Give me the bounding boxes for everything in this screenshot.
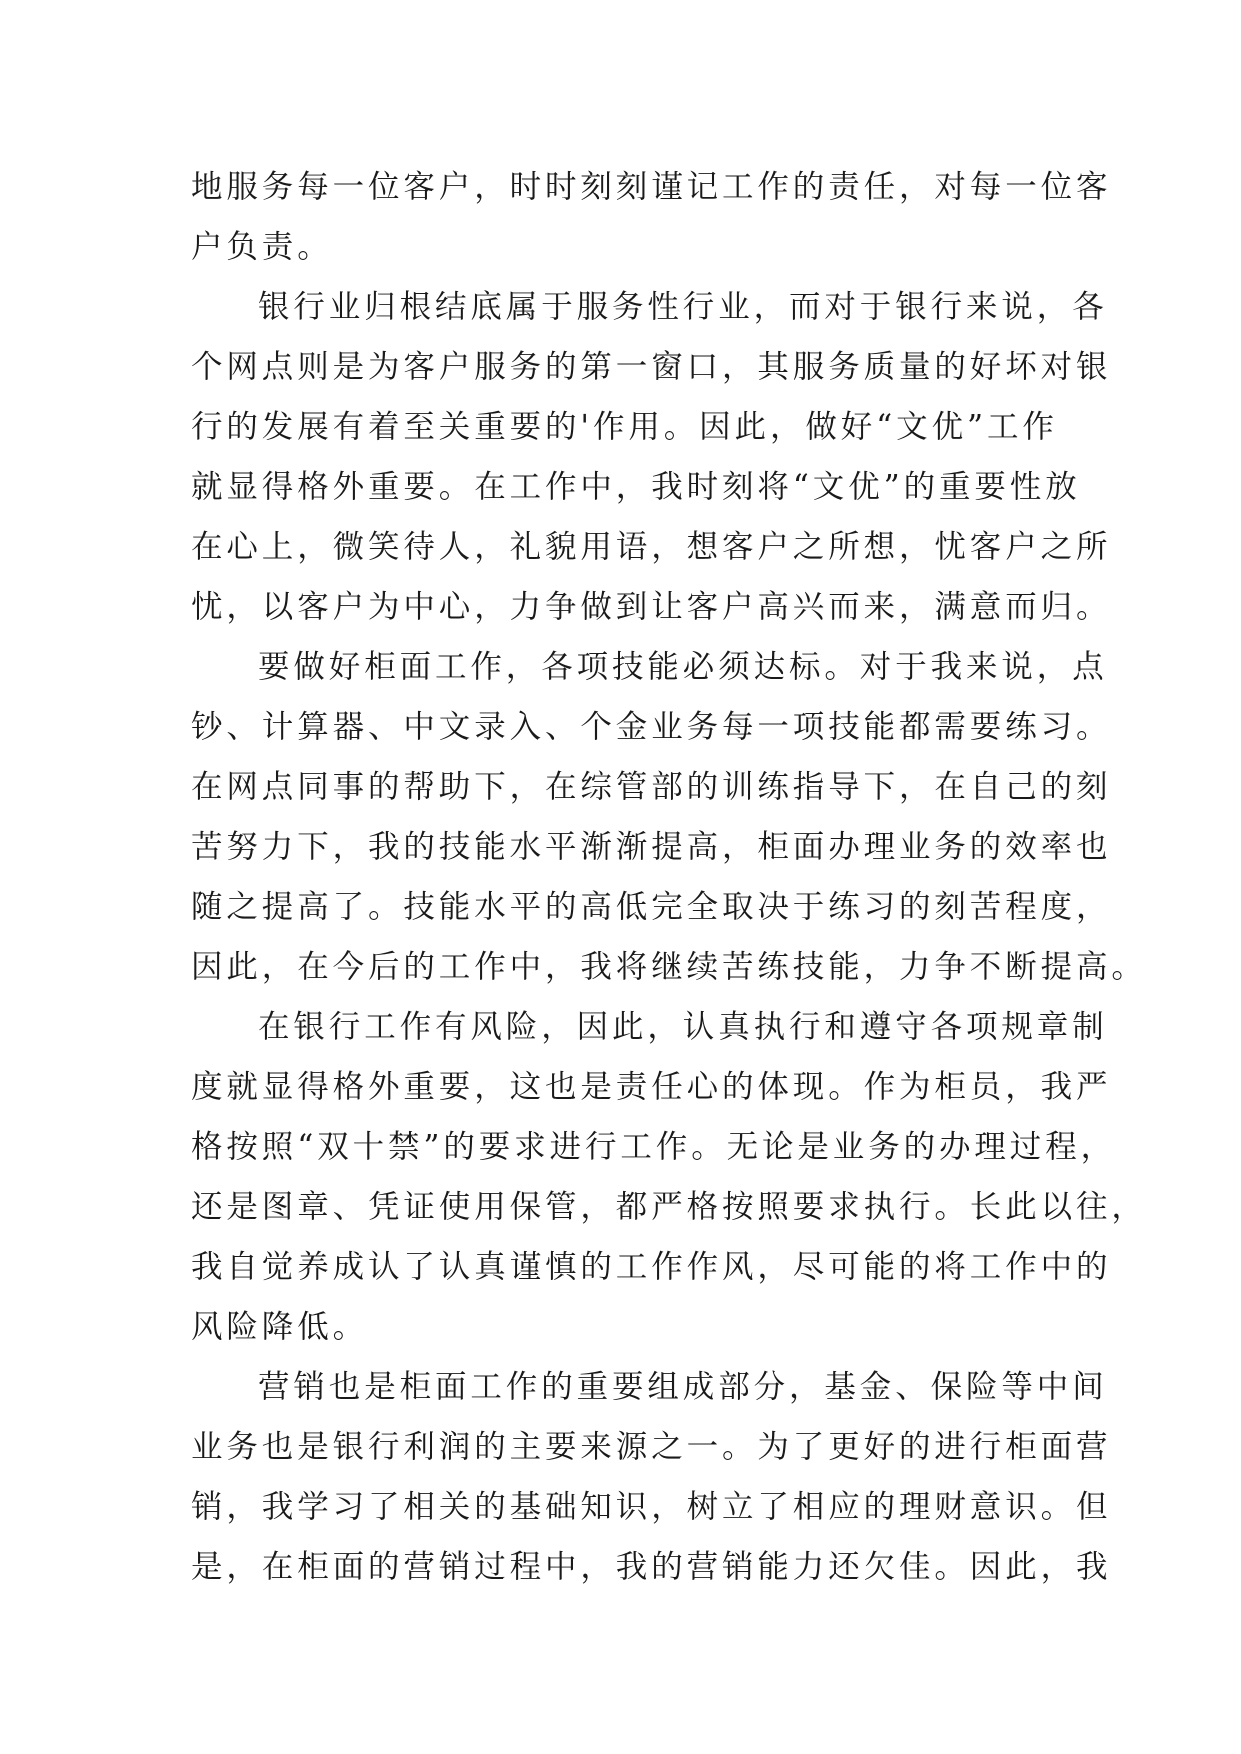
text-line: 还是图章、凭证使用保管，都严格按照要求执行。长此以往， xyxy=(191,1189,1147,1225)
paragraph-first-line: 营销也是柜面工作的重要组成部分，基金、保险等中间 xyxy=(258,1369,1108,1405)
paragraph-first-line: 银行业归根结底属于服务性行业，而对于银行来说，各 xyxy=(258,289,1108,325)
text-line: 销，我学习了相关的基础知识，树立了相应的理财意识。但 xyxy=(191,1489,1112,1525)
text-line: 度就显得格外重要，这也是责任心的体现。作为柜员，我严 xyxy=(191,1069,1112,1105)
text-line: 个网点则是为客户服务的第一窗口，其服务质量的好坏对银 xyxy=(191,349,1112,385)
text-line: 在心上，微笑待人，礼貌用语，想客户之所想，忧客户之所 xyxy=(191,529,1112,565)
paragraph-first-line: 要做好柜面工作，各项技能必须达标。对于我来说，点 xyxy=(258,649,1108,685)
text-line: 户负责。 xyxy=(191,229,333,265)
text-line: 我自觉养成认了认真谨慎的工作作风，尽可能的将工作中的 xyxy=(191,1249,1112,1285)
text-line: 是，在柜面的营销过程中，我的营销能力还欠佳。因此，我 xyxy=(191,1549,1112,1585)
text-line: 就显得格外重要。在工作中，我时刻将“文优”的重要性放 xyxy=(191,469,1081,505)
text-line: 苦努力下，我的技能水平渐渐提高，柜面办理业务的效率也 xyxy=(191,829,1112,865)
text-line: 行的发展有着至关重要的'作用。因此，做好“文优”工作 xyxy=(191,409,1058,445)
text-line: 忧，以客户为中心，力争做到让客户高兴而来，满意而归。 xyxy=(191,589,1112,625)
paragraph-first-line: 在银行工作有风险，因此，认真执行和遵守各项规章制 xyxy=(258,1009,1108,1045)
text-line: 在网点同事的帮助下，在综管部的训练指导下，在自己的刻 xyxy=(191,769,1112,805)
text-line: 随之提高了。技能水平的高低完全取决于练习的刻苦程度， xyxy=(191,889,1112,925)
text-line: 因此，在今后的工作中，我将继续苦练技能，力争不断提高。 xyxy=(191,949,1147,985)
text-line: 格按照“双十禁”的要求进行工作。无论是业务的办理过程， xyxy=(191,1129,1117,1165)
text-line: 地服务每一位客户，时时刻刻谨记工作的责任，对每一位客 xyxy=(191,169,1112,205)
text-line: 风险降低。 xyxy=(191,1309,369,1345)
text-line: 钞、计算器、中文录入、个金业务每一项技能都需要练习。 xyxy=(191,709,1112,745)
text-line: 业务也是银行利润的主要来源之一。为了更好的进行柜面营 xyxy=(191,1429,1112,1465)
